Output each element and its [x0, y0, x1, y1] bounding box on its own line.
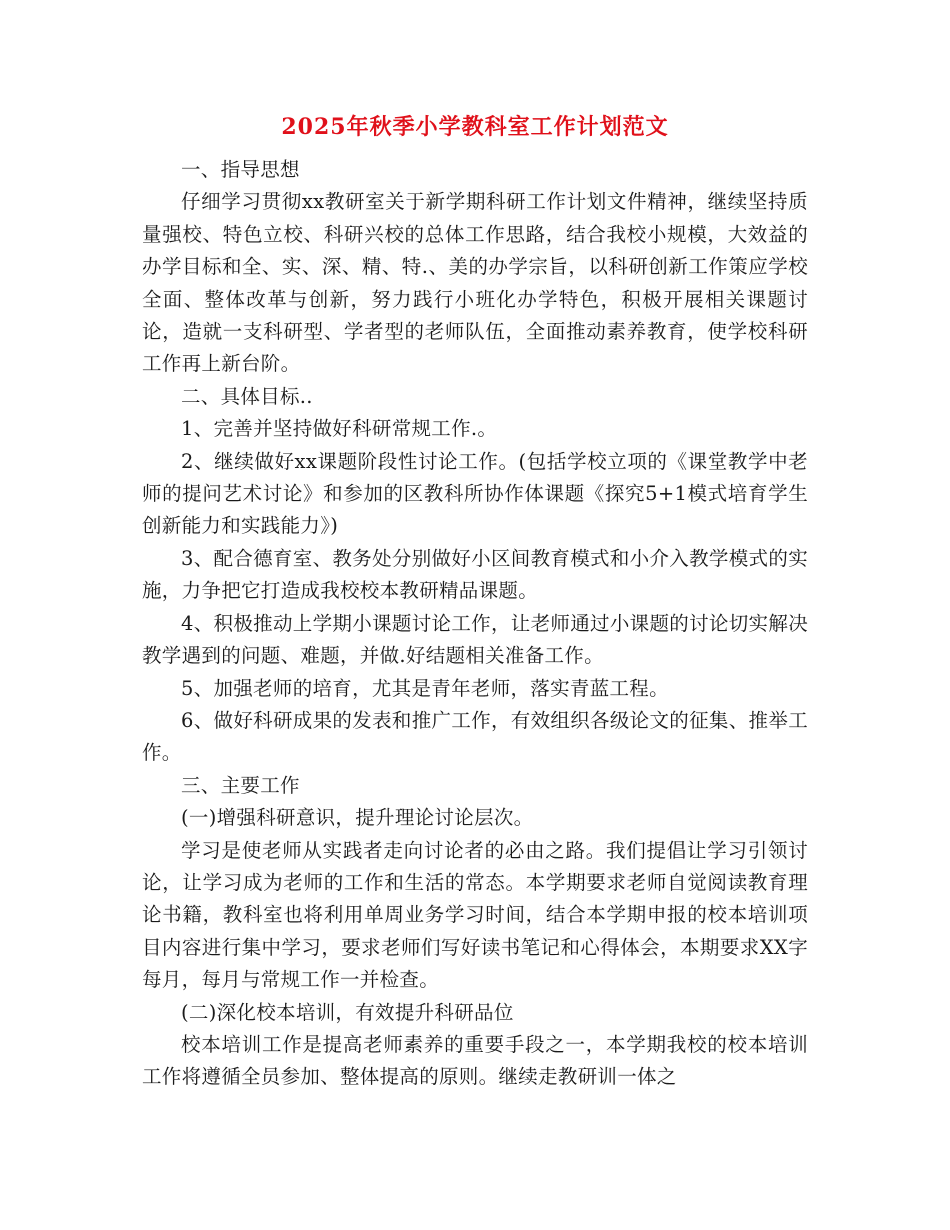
paragraph: 1、完善并坚持做好科研常规工作.。	[181, 417, 498, 441]
paragraph: 校本培训工作是提高老师素养的重要手段之一，本学期我校的校本培训工作将遵循全员参加、整体提高的原则。继续走教研训一体之	[142, 1032, 808, 1089]
paragraph: 仔细学习贯彻xx教研室关于新学期科研工作计划文件精神，继续坚持质量强校、特色立校、科研兴校的总体工作思路，结合我校小规模，大效益的办学目标和全、实、深、精、特.、美的办学宗旨，以科研创新工作策应学校全面、整体改革与创新，努力践行小班化办学特色，积极开展相关课题讨论，造就一支科研型、学者型的老师队伍，全面推动素养教育，使学校科研工作再上新台阶。	[142, 190, 808, 376]
paragraph: (二)深化校本培训，有效提升科研品位	[181, 1000, 514, 1024]
paragraph: 二、具体目标..	[181, 384, 313, 408]
paragraph: 6、做好科研成果的发表和推广工作，有效组织各级论文的征集、推举工作。	[142, 708, 808, 765]
paragraph: 3、配合德育室、教务处分别做好小区间教育模式和小介入教学模式的实施，力争把它打造成我校校本教研精品课题。	[142, 546, 808, 603]
paragraph: 学习是使老师从实践者走向讨论者的必由之路。我们提倡让学习引领讨论，让学习成为老师的工作和生活的常态。本学期要求老师自觉阅读教育理论书籍，教科室也将利用单周业务学习时间，结合本学期申报的校本培训项目内容进行集中学习，要求老师们写好读书笔记和心得体会，本期要求XX字每月，每月与常规工作一并检查。	[142, 838, 808, 992]
paragraph: 2、继续做好xx课题阶段性讨论工作。(包括学校立项的《课堂教学中老师的提问艺术讨论》和参加的区教科所协作体课题《探究5+1模式培育学生创新能力和实践能力》)	[142, 449, 808, 538]
document-page	[142, 110, 808, 1094]
paragraph: 一、指导思想	[181, 158, 300, 181]
paragraph: 5、加强老师的培育，尤其是青年老师，落实青蓝工程。	[181, 676, 669, 700]
document-title: 2025年秋季小学教科室工作计划范文	[281, 114, 669, 140]
paragraph: 三、主要工作	[181, 773, 300, 797]
paragraph: 4、积极推动上学期小课题讨论工作，让老师通过小课题的讨论切实解决教学遇到的问题、难题，并做.好结题相关准备工作。	[142, 611, 808, 668]
paragraph: (一)增强科研意识，提升理论讨论层次。	[181, 806, 534, 830]
